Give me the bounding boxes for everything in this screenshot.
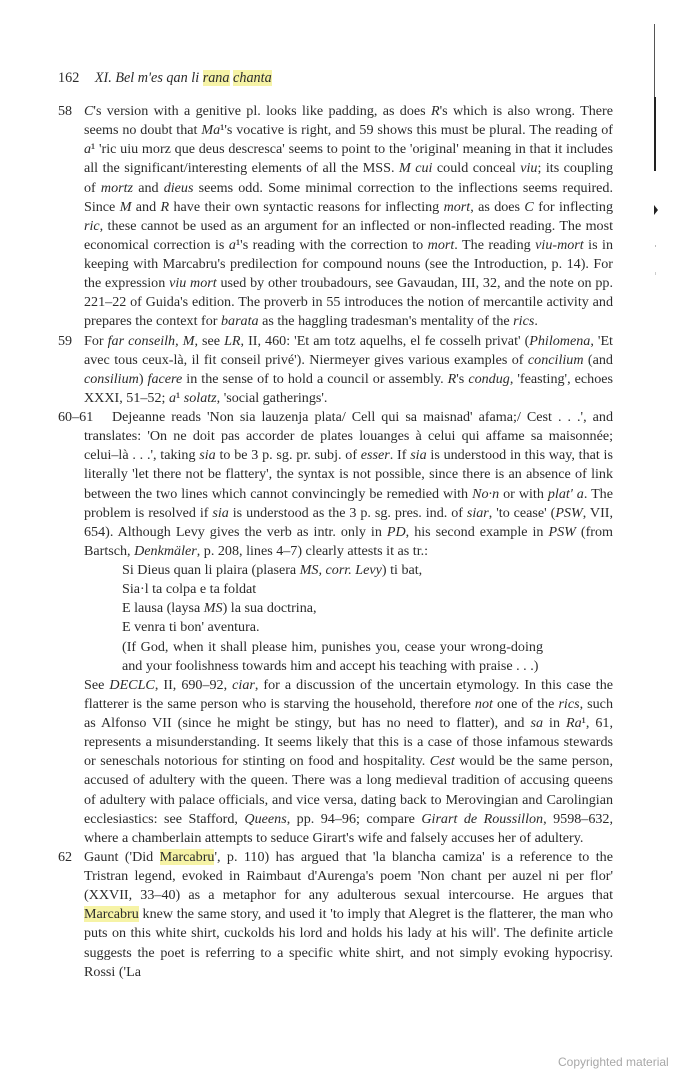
italic-term: sia bbox=[199, 447, 216, 464]
italic-term: M bbox=[119, 198, 132, 215]
page-edge-speck bbox=[655, 245, 656, 247]
italic-term: ciar bbox=[232, 676, 255, 693]
verse-quotation bbox=[84, 561, 613, 638]
italic-term: PD bbox=[386, 523, 406, 540]
italic-term: barata bbox=[220, 313, 259, 330]
page-edge-rule-thick bbox=[654, 97, 656, 171]
italic-term: viu-mort bbox=[535, 236, 584, 253]
verse-line: Sia·l ta colpa e ta foldat bbox=[122, 581, 257, 598]
italic-term: far conseilh bbox=[107, 332, 176, 349]
italic-term: mort bbox=[427, 236, 455, 253]
italic-term: viu bbox=[520, 160, 538, 177]
italic-term: R bbox=[430, 103, 440, 119]
page-edge-mark bbox=[654, 205, 658, 215]
italic-term: esser bbox=[360, 447, 390, 464]
note-number: 58 bbox=[58, 103, 73, 119]
highlighted-term[interactable]: Marcabru bbox=[84, 906, 139, 923]
italic-term: Girart de Roussillon bbox=[421, 810, 544, 827]
italic-term: C bbox=[84, 103, 94, 119]
note-number: 62 bbox=[58, 848, 73, 865]
italic-term: Ma bbox=[201, 122, 221, 139]
verse-translation: (If God, when it shall please him, punishes you, cease your wrong-doing and your foolishness towards him and accept his teaching with praise . . .) bbox=[122, 638, 543, 674]
italic-term: DECLC bbox=[109, 676, 155, 693]
running-head bbox=[58, 68, 272, 88]
italic-term: rics bbox=[558, 695, 580, 712]
italic-term: M bbox=[182, 332, 195, 349]
note-text: Dejeanne reads 'Non sia lauzenja plata/ Cell qui sa maisnad' afama;/ Cest . . .', and translates: 'On ne doit pas accorder de plates louanges à celui qui affame sa maisonnée; celui–là . . .', taking sia to be 3 p. sg. pr. subj. of esser. If sia is understood in this way, that is literally 'let there not be flattery', the syntax is not possible, since there is an absence of link between the two lines which cannot convincingly be remedied with No·n or with plat' a. The problem is resolved if sia is understood as the 3 p. sg. pres. ind. of siar, 'to cease' (PSW, VII, 654). Although Levy gives the verb as intr. only in PD, his second example in PSW (from Bartsch, Denkmäler, p. 208, lines 4–7) clearly attests it as tr.: bbox=[84, 409, 613, 559]
highlighted-term[interactable]: rana bbox=[202, 70, 230, 86]
italic-term: PSW bbox=[555, 504, 583, 521]
italic-term: Ra bbox=[565, 715, 582, 731]
chapter-number: XI. bbox=[94, 70, 112, 86]
note-number: 59 bbox=[58, 332, 73, 349]
note-text: C's version with a genitive pl. looks like padding, as does R's which is also wrong. There seems no doubt that Ma¹'s vocative is right, and 59 shows this must be plural. The reading of a¹ 'ric uiu morz que deus descresca' seems to point to the 'original' meaning in that it includes all the significant/interesting elements of all the MSS. M cui could conceal viu; its coupling of mortz and dieus seems odd. Some minimal correction to the inflections seems required. Since M and R have their own syntactic reasons for inflecting mort, as does C for inflecting ric, these cannot be used as an argument for an inflected or non-inflected reading. The most economical correction is a¹'s reading with the correction to mort. The reading viu-mort is in keeping with Marcabru's predilection for compound nouns (see the Introduction, p. 14). For the expression viu mort used by other troubadours, see Gavaudan, III, 32, and the note on pp. 221–22 of Guida's edition. The proverb in 55 introduces the notion of mercantile activity and prepares the context for barata as the haggling tradesman's mentality of the rics. bbox=[84, 103, 614, 330]
note-number: 60–61 bbox=[58, 409, 94, 425]
italic-term: mort bbox=[443, 198, 471, 215]
chapter-title-text: Bel m'es qan li bbox=[115, 70, 200, 86]
verse-line: Si Dieus quan li plaira (plasera MS, corr. Levy) ti bat, bbox=[122, 562, 423, 578]
page-number: 162 bbox=[58, 70, 80, 86]
italic-term: a bbox=[228, 236, 236, 253]
italic-term: a bbox=[168, 389, 176, 406]
verse-line: E lausa (laysa MS) la sua doctrina, bbox=[122, 600, 317, 617]
italic-term: Cest bbox=[429, 753, 455, 770]
italic-term: Philomena bbox=[529, 332, 591, 349]
page-edge-speck bbox=[655, 272, 656, 275]
italic-term: facere bbox=[147, 370, 183, 387]
italic-term: sia bbox=[212, 504, 229, 521]
italic-term: LR bbox=[224, 332, 241, 349]
italic-term: Queens bbox=[244, 810, 287, 827]
italic-term: No·n bbox=[472, 485, 500, 502]
italic-term: C bbox=[524, 198, 534, 215]
page-edge-rule bbox=[654, 24, 655, 98]
note-60-61 bbox=[58, 408, 613, 848]
commentary-body bbox=[58, 102, 613, 982]
italic-term: dieus bbox=[163, 179, 194, 196]
verse-line: E venra ti bon' aventura. bbox=[122, 619, 260, 636]
italic-term: MS, corr. Levy bbox=[299, 562, 382, 578]
italic-term: consilium bbox=[84, 370, 139, 387]
italic-term: M cui bbox=[398, 160, 433, 177]
italic-term: solatz bbox=[183, 389, 217, 406]
italic-term: a bbox=[84, 141, 92, 158]
italic-term: Denkmäler bbox=[134, 542, 197, 559]
note-59 bbox=[58, 332, 613, 409]
note-text-continued: See DECLC, II, 690–92, ciar, for a discussion of the uncertain etymology. In this case the flatterer is the same person who is starving the household, therefore not one of the rics, such as Alfonso VII (since he might be stingy, but has no need to flatter), and sa in Ra¹, 61, represents a misunderstanding. It seems likely that this is a case of those infamous stewards or seneschals notorious for stinting on food and hospitality. Cest would be the same person, accused of adultery with the queen. There was a long medieval tradition of accusing queens of adultery with palace officials, and vice versa, dating back to Merovingian and Carolingian ecclesiastics: see Stafford, Queens, pp. 94–96; compare Girart de Roussillon, 9598–632, where a chamberlain attempts to seduce Girart's wife and falsely accuses her of adultery. bbox=[84, 676, 614, 846]
italic-term: concilium bbox=[527, 351, 584, 368]
highlighted-term[interactable]: Marcabru bbox=[159, 848, 215, 865]
italic-term: viu mort bbox=[169, 275, 217, 292]
italic-term: not bbox=[474, 695, 493, 712]
italic-term: plat' a bbox=[547, 485, 584, 502]
italic-term: R bbox=[447, 370, 457, 387]
note-text: Gaunt ('Did Marcabru', p. 110) has argued that 'la blancha camiza' is a reference to the Tristran legend, evoked in Raimbaut d'Aurenga's poem 'Non chant per auzel ni per flor' (XXVII, 33–40) as a metaphor for any adulterous sexual intercourse. He argues that Marcabru knew the same story, and used it 'to imply that Alegret is the flatterer, the man who puts on this white shirt, cuckolds his lord and holds his lady at his will'. The definite article suggests the poet is referring to a specific white shirt, and not simply evoking hypocrisy. Rossi ('La bbox=[84, 848, 613, 980]
note-62 bbox=[58, 848, 613, 982]
italic-term: siar bbox=[466, 504, 489, 521]
highlighted-term[interactable]: chanta bbox=[233, 70, 272, 86]
italic-term: sa bbox=[530, 715, 544, 731]
italic-term: PSW bbox=[548, 523, 576, 540]
note-58 bbox=[58, 102, 613, 332]
italic-term: condug bbox=[468, 370, 510, 387]
chapter-title bbox=[95, 70, 272, 86]
copyright-watermark: Copyrighted material bbox=[558, 1055, 669, 1069]
italic-term: MS bbox=[203, 600, 223, 617]
italic-term: R bbox=[160, 198, 170, 215]
italic-term: rics bbox=[513, 313, 535, 330]
italic-term: sia bbox=[410, 447, 427, 464]
italic-term: mortz bbox=[100, 179, 134, 196]
note-text: For far conseilh, M, see LR, II, 460: 'Et am totz aquelhs, el fe cosselh privat' (Philomena, 'Et avec tous ceux-là, il fit conseil privé'). Niermeyer gives various examples of concilium (and consilium) facere in the sense of to hold a council or assembly. R's condug, 'feasting', echoes XXXI, 51–52; a¹ solatz, 'social gatherings'. bbox=[84, 332, 613, 406]
italic-term: ric bbox=[84, 217, 100, 234]
